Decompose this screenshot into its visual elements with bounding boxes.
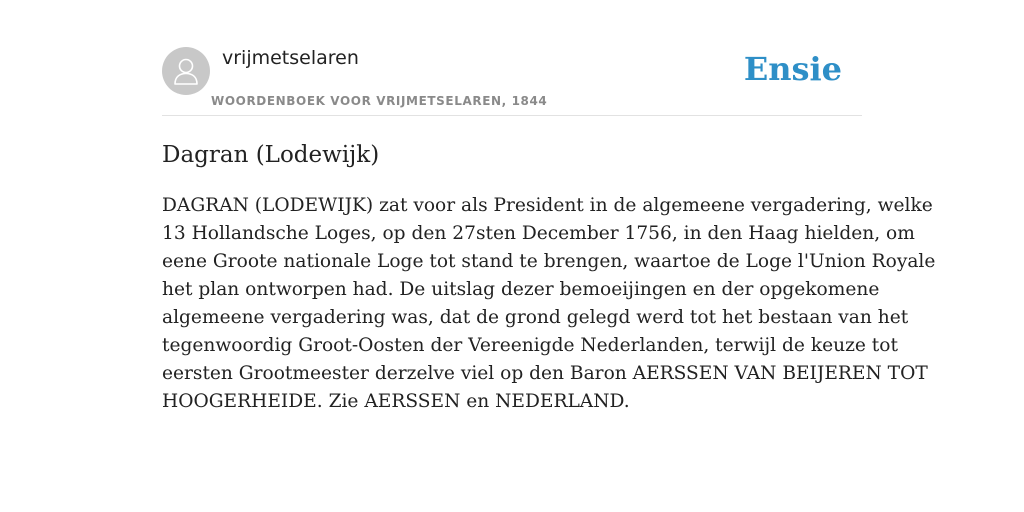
body-line: eene Groote nationale Loge tot stand te brengen, waartoe de Loge l'Union Royale xyxy=(162,251,936,272)
brand-logo[interactable]: Ensie xyxy=(743,50,842,88)
username[interactable]: vrijmetselaren xyxy=(222,47,359,69)
entry-header xyxy=(162,46,862,116)
body-line: tegenwoordig Groot-Oosten der Vereenigde Nederlanden, terwijl de keuze tot xyxy=(162,335,898,356)
body-line: DAGRAN (LODEWIJK) zat voor als President in de algemeene vergadering, welke xyxy=(162,195,933,216)
header-divider xyxy=(162,115,862,116)
body-line: het plan ontworpen had. De uitslag dezer bemoeijingen en der opgekomene xyxy=(162,279,880,300)
user-silhouette-icon xyxy=(162,47,210,95)
body-line: 13 Hollandsche Loges, op den 27sten December 1756, in den Haag hielden, om xyxy=(162,223,915,244)
body-line: HOOGERHEIDE. Zie AERSSEN en NEDERLAND. xyxy=(162,391,630,412)
entry-title: Dagran (Lodewijk) xyxy=(162,142,380,168)
entry-body xyxy=(162,192,936,416)
body-line: algemeene vergadering was, dat de grond gelegd werd tot het bestaan van het xyxy=(162,307,909,328)
avatar[interactable] xyxy=(162,47,210,95)
source-label[interactable]: WOORDENBOEK VOOR VRIJMETSELAREN, 1844 xyxy=(211,94,548,108)
body-line: eersten Grootmeester derzelve viel op den Baron AERSSEN VAN BEIJEREN TOT xyxy=(162,363,928,384)
